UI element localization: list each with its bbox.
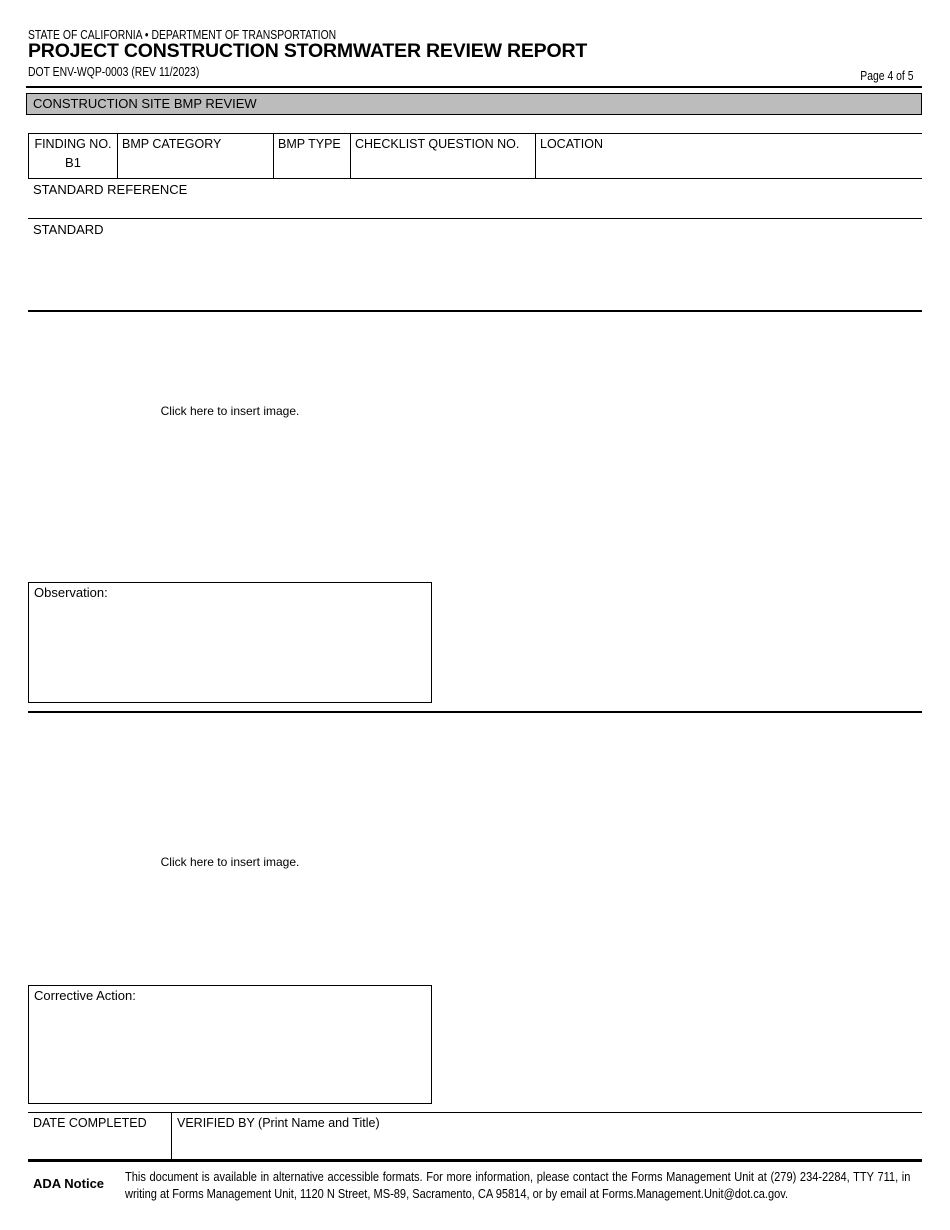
location-header: LOCATION: [540, 137, 603, 151]
standard-label: STANDARD: [33, 222, 104, 237]
page-number: Page 4 of 5: [859, 68, 913, 83]
finding-no-value: B1: [65, 155, 81, 170]
location-cell[interactable]: [536, 134, 922, 178]
bmp-category-header: BMP CATEGORY: [122, 137, 222, 151]
finding-no-cell: [29, 134, 118, 178]
verified-by-cell[interactable]: [172, 1113, 922, 1159]
observation-box[interactable]: [28, 582, 432, 703]
corrective-action-label: Corrective Action:: [34, 988, 136, 1003]
section-title: CONSTRUCTION SITE BMP REVIEW: [33, 96, 257, 111]
ada-notice-text: This document is available in alternative accessible formats. For more information, please contact the Forms Management Unit at (279) 234-2284, TTY 711, in writing at Forms Management Unit, 1120 N Street, MS-89, Sacramento, CA 95814, or by email at Forms.Management.Unit@dot.ca.gov.: [125, 1169, 911, 1201]
ada-notice-label: ADA Notice: [33, 1176, 105, 1191]
form-title: PROJECT CONSTRUCTION STORMWATER REVIEW REPORT: [28, 40, 588, 62]
standard-field[interactable]: [28, 238, 922, 308]
bmp-type-cell[interactable]: [274, 134, 351, 178]
date-completed-label: DATE COMPLETED: [33, 1116, 147, 1130]
checklist-question-cell[interactable]: [351, 134, 536, 178]
date-completed-cell[interactable]: [28, 1113, 172, 1159]
form-number: DOT ENV-WQP-0003 (REV 11/2023): [28, 64, 200, 79]
standard-divider: [28, 310, 922, 312]
header-divider: [26, 86, 922, 88]
finding-table: [28, 133, 922, 179]
standard-reference-field[interactable]: [28, 197, 922, 217]
insert-image-prompt-1[interactable]: Click here to insert image.: [160, 404, 300, 418]
standard-reference-label: STANDARD REFERENCE: [33, 182, 188, 197]
verified-by-label: VERIFIED BY (Print Name and Title): [177, 1116, 380, 1130]
section-header-bar: [26, 93, 922, 115]
corrective-action-box[interactable]: [28, 985, 432, 1104]
standard-reference-divider: [28, 218, 922, 219]
form-bottom-border: [28, 1159, 922, 1162]
observation-divider: [28, 711, 922, 713]
observation-label: Observation:: [34, 585, 108, 600]
bmp-type-header: BMP TYPE: [278, 137, 341, 151]
insert-image-prompt-2[interactable]: Click here to insert image.: [160, 855, 300, 869]
bmp-category-cell[interactable]: [118, 134, 274, 178]
finding-no-header: FINDING NO.: [34, 137, 112, 151]
agency-line: STATE OF CALIFORNIA • DEPARTMENT OF TRANSPORTATION: [28, 27, 337, 42]
checklist-question-header: CHECKLIST QUESTION NO.: [355, 137, 520, 151]
